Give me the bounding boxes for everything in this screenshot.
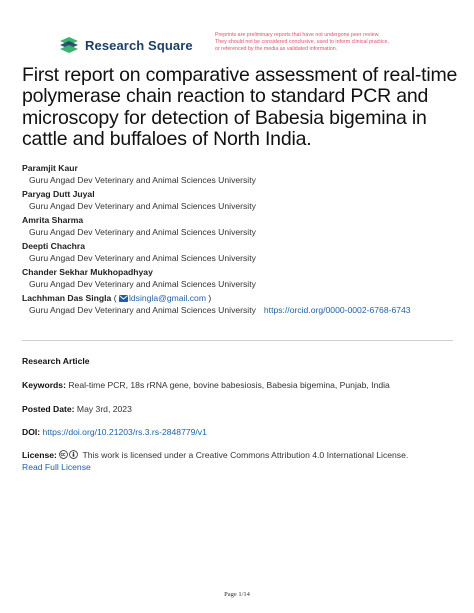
read-full-license-link[interactable]: Read Full License <box>22 462 91 472</box>
email-group <box>114 293 212 303</box>
article-type <box>22 355 462 367</box>
brand-name: Research Square <box>85 37 193 53</box>
author-affiliation: Guru Angad Dev Veterinary and Animal Sciences University <box>29 175 256 185</box>
author-affiliation: Guru Angad Dev Veterinary and Animal Sciences University <box>29 305 256 315</box>
author-entry <box>22 241 462 264</box>
cc-icons <box>59 450 78 459</box>
author-name-line <box>22 293 462 304</box>
author-name: Chander Sekhar Mukhopadhyay <box>22 267 153 277</box>
section-divider <box>22 340 453 341</box>
keywords-label: Keywords: <box>22 380 66 390</box>
page-header <box>58 32 454 62</box>
author-name: Paramjit Kaur <box>22 163 78 173</box>
author-name: Paryag Dutt Juyal <box>22 189 95 199</box>
disclaimer-line: They should not be considered conclusive, used to inform clinical practice, <box>215 38 390 45</box>
author-name: Amrita Sharma <box>22 215 84 225</box>
author-name: Deepti Chachra <box>22 241 86 251</box>
author-entry <box>22 267 462 290</box>
open-paren: ( <box>113 293 117 303</box>
attribution-icon <box>69 450 78 459</box>
corresponding-author-name: Lachhman Das Singla <box>22 293 112 303</box>
posted-date-value: May 3rd, 2023 <box>76 404 132 414</box>
creative-commons-icon <box>59 450 68 459</box>
envelope-icon <box>119 295 128 302</box>
license-text: This work is licensed under a Creative Commons Attribution 4.0 International License. <box>82 450 409 460</box>
author-affiliation: Guru Angad Dev Veterinary and Animal Sciences University <box>29 201 256 211</box>
author-entry <box>22 163 462 186</box>
orcid-link[interactable]: https://orcid.org/0000-0002-6768-6743 <box>263 305 411 315</box>
doi-label: DOI: <box>22 427 41 437</box>
author-affiliation: Guru Angad Dev Veterinary and Animal Sciences University <box>29 227 256 237</box>
posted-date-line <box>22 403 462 415</box>
posted-date-label: Posted Date: <box>22 404 75 414</box>
author-entry <box>22 215 462 238</box>
doi-line <box>22 426 462 438</box>
disclaimer-line: or referenced by the media as validated information. <box>215 45 338 52</box>
doi-link[interactable]: https://doi.org/10.21203/rs.3.rs-2848779/v1 <box>42 427 207 437</box>
close-paren: ) <box>208 293 212 303</box>
license-line <box>22 449 462 473</box>
research-square-logo[interactable] <box>58 36 193 54</box>
keywords-line <box>22 379 462 391</box>
author-affiliation: Guru Angad Dev Veterinary and Animal Sciences University <box>29 279 256 289</box>
corresponding-author-entry <box>22 293 462 316</box>
disclaimer-line: Preprints are preliminary reports that have not undergone peer review. <box>215 32 380 38</box>
affiliation-orcid-line <box>22 304 462 316</box>
keywords-value: Real-time PCR, 18s rRNA gene, bovine babesiosis, Babesia bigemina, Punjab, India <box>68 380 390 390</box>
author-list <box>22 163 462 319</box>
paper-title: First report on comparative assessment of real-time polymerase chain reaction to standard PCR and microscopy for detection of Babesia bigemina in cattle and buffaloes of North India. <box>22 64 458 151</box>
research-square-logo-icon <box>58 36 80 54</box>
author-affiliation: Guru Angad Dev Veterinary and Animal Sciences University <box>29 253 256 263</box>
preprint-disclaimer <box>215 32 455 53</box>
author-email-link[interactable]: ldsingla@gmail.com <box>128 293 206 303</box>
license-label: License: <box>22 450 57 460</box>
author-entry <box>22 189 462 212</box>
article-type-label: Research Article <box>22 356 90 366</box>
page-number: Page 1/14 <box>224 591 250 598</box>
